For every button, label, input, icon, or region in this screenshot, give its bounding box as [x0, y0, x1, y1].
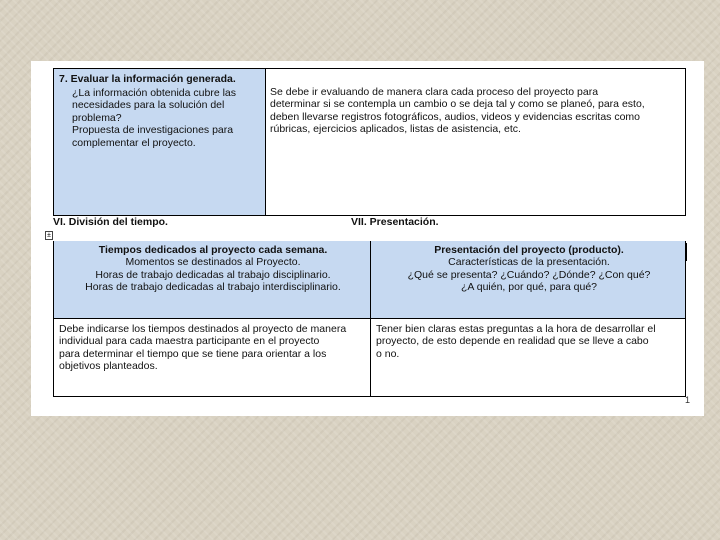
time-body-line: para determinar el tiempo que se tiene para orientar a los: [59, 347, 327, 360]
time-header-cell: [53, 241, 371, 319]
presentation-body-line: Tener bien claras estas preguntas a la hora de desarrollar el: [376, 323, 656, 335]
section-7-answer: [270, 86, 684, 136]
time-header-line: Horas de trabajo dedicadas al trabajo disciplinario.: [95, 268, 331, 281]
page-number: 1: [685, 395, 691, 405]
evaluation-question-cell: [53, 68, 266, 216]
time-header-title: Tiempos dedicados al proyecto cada semana.: [98, 244, 328, 256]
section-7-title: 7. Evaluar la información generada.: [59, 73, 236, 85]
section-7-question-line: Propuesta de investigaciones para: [72, 124, 234, 137]
section-7-answer-line: rúbricas, ejercicios aplicados, listas de asistencia, etc.: [270, 123, 521, 136]
presentation-header-line: ¿A quién, por qué, para qué?: [460, 281, 598, 294]
presentation-header-line: Características de la presentación.: [448, 256, 610, 269]
table-move-handle[interactable]: ±: [46, 232, 52, 240]
time-body-line: individual para cada maestra participante en el proyecto: [59, 335, 320, 348]
presentation-body-line: o no.: [376, 347, 400, 360]
presentation-header-cell: [370, 241, 686, 319]
section-7-question-line: ¿La información obtenida cubre las: [72, 87, 237, 99]
time-body-line: objetivos planteados.: [59, 360, 158, 373]
presentation-body-cell: [370, 318, 686, 397]
time-header-text: [54, 244, 372, 294]
presentation-header-title: Presentación del proyecto (producto).: [434, 244, 624, 256]
presentation-heading: VII. Presentación.: [351, 216, 439, 228]
time-body-cell: [53, 318, 371, 397]
time-header-line: Momentos se destinados al Proyecto.: [125, 256, 301, 269]
section-7-question-line: necesidades para la solución del: [72, 99, 225, 112]
section-7-answer-line: Se debe ir evaluando de manera clara cada proceso del proyecto para: [270, 86, 599, 98]
presentation-header-line: ¿Qué se presenta? ¿Cuándo? ¿Dónde? ¿Con qué?: [407, 268, 651, 281]
time-header-line: Horas de trabajo dedicadas al trabajo interdisciplinario.: [85, 281, 341, 294]
section-7-question-line: complementar el proyecto.: [72, 136, 196, 149]
presentation-header-text: [371, 244, 687, 294]
presentation-body-line: proyecto, de esto depende en realidad que se lleve a cabo: [376, 335, 649, 348]
section-7-answer-line: deben llevarse registros fotográficos, audios, videos y evidencias escritas como: [270, 110, 641, 123]
evaluation-answer-cell: [265, 68, 686, 216]
document-page: [31, 61, 704, 416]
table-edge-mark: [686, 243, 687, 261]
time-body-text: [59, 323, 369, 373]
time-body-line: Debe indicarse los tiempos destinados al proyecto de manera: [59, 323, 347, 335]
division-heading: VI. División del tiempo.: [53, 216, 168, 228]
section-7-questions: [72, 87, 262, 149]
section-7-question-line: problema?: [72, 111, 122, 124]
section-7-answer-line: determinar si se contempla un cambio o se deja tal y como se planeó, para esto,: [270, 98, 645, 111]
presentation-body-text: [376, 323, 682, 360]
